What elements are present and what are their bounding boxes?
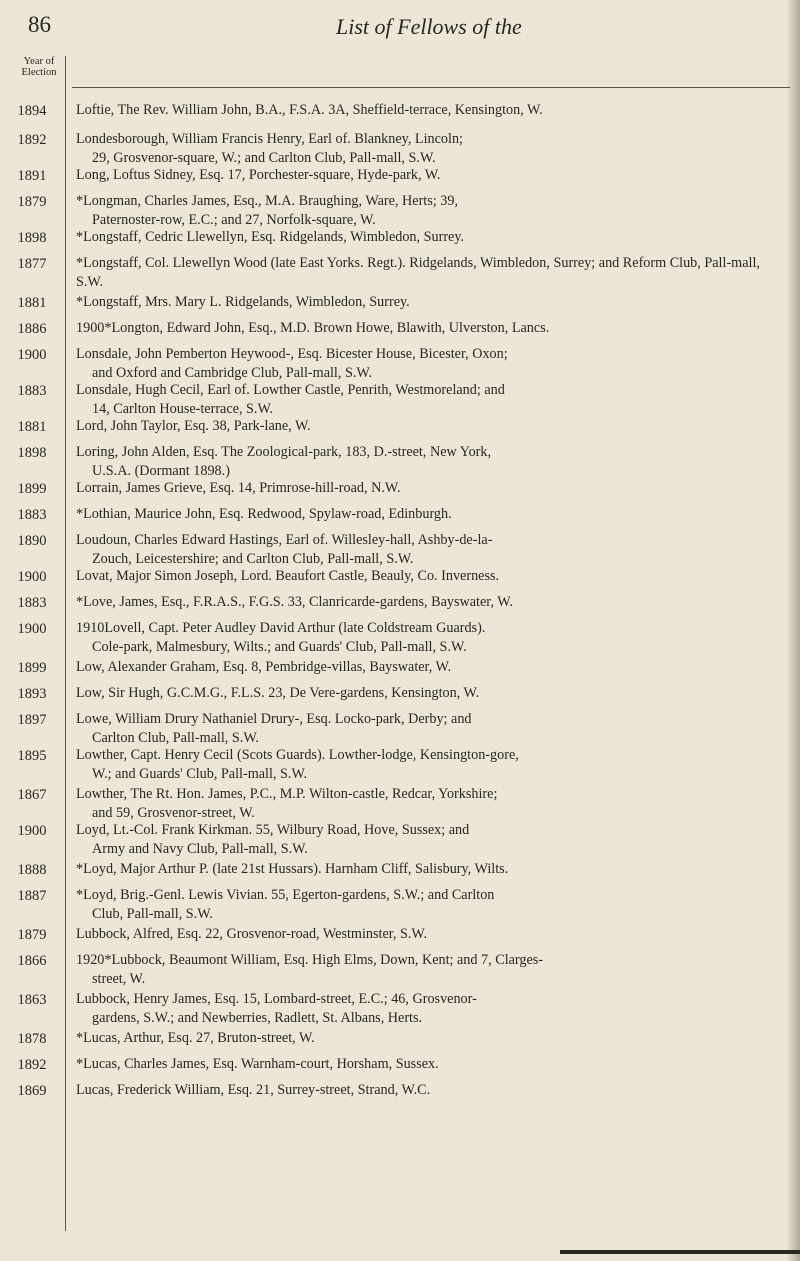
fellow-entry	[76, 319, 790, 338]
entry-line: *Longstaff, Col. Llewellyn Wood (late East Yorks. Regt.). Ridgelands, Wimbledon, Surrey; and Reform Club, Pall-mall, S.W.	[76, 255, 760, 290]
page-edge-shadow	[786, 0, 800, 1261]
entry-line: Lucas, Frederick William, Esq. 21, Surrey-street, Strand, W.C.	[76, 1082, 431, 1098]
entry-line: *Longstaff, Mrs. Mary L. Ridgelands, Wimbledon, Surrey.	[76, 294, 410, 310]
entry-line: *Longman, Charles James, Esq., M.A. Braughing, Ware, Herts; 39,	[76, 193, 458, 209]
fellow-entry	[76, 951, 790, 989]
entry-line: Lowther, Capt. Henry Cecil (Scots Guards). Lowther-lodge, Kensington-gore,	[76, 747, 519, 763]
entry-continuation: U.S.A. (Dormant 1898.)	[92, 463, 230, 479]
running-title: List of Fellows of the	[336, 14, 522, 39]
entry-line: Loring, John Alden, Esq. The Zoological-park, 183, D.-street, New York,	[76, 444, 492, 460]
election-year: 1898	[17, 230, 47, 246]
entry-line: *Lucas, Arthur, Esq. 27, Bruton-street, W.	[76, 1030, 315, 1046]
fellow-entry	[76, 505, 790, 524]
election-year: 1899	[17, 660, 47, 676]
election-year: 1887	[17, 888, 47, 904]
year-column-heading: Year of Election	[21, 56, 57, 78]
election-year: 1891	[17, 168, 47, 184]
election-year: 1895	[17, 748, 47, 764]
election-year: 1886	[17, 321, 47, 337]
entry-line: Low, Sir Hugh, G.C.M.G., F.L.S. 23, De Vere-gardens, Kensington, W.	[76, 685, 480, 701]
fellow-entry	[76, 684, 790, 703]
entry-continuation: Carlton Club, Pall-mall, S.W.	[92, 730, 259, 746]
entry-continuation: 29, Grosvenor-square, W.; and Carlton Club, Pall-mall, S.W.	[92, 150, 436, 166]
fellow-entry	[76, 479, 790, 498]
fellow-entry	[76, 821, 790, 859]
election-year: 1897	[17, 712, 47, 728]
entry-line: *Longstaff, Cedric Llewellyn, Esq. Ridgelands, Wimbledon, Surrey.	[76, 229, 465, 245]
election-year: 1883	[17, 507, 47, 523]
entry-line: Lowther, The Rt. Hon. James, P.C., M.P. Wilton-castle, Redcar, Yorkshire;	[76, 786, 498, 802]
entry-continuation: Club, Pall-mall, S.W.	[92, 906, 213, 922]
election-year: 1888	[17, 862, 47, 878]
entry-line: 1900*Longton, Edward John, Esq., M.D. Brown Howe, Blawith, Ulverston, Lancs.	[76, 320, 550, 336]
fellow-entry	[76, 886, 790, 924]
election-year: 1892	[17, 1057, 47, 1073]
entry-line: *Lothian, Maurice John, Esq. Redwood, Spylaw-road, Edinburgh.	[76, 506, 452, 522]
fellow-entry	[76, 228, 790, 247]
entry-line: Londesborough, William Francis Henry, Earl of. Blankney, Lincoln;	[76, 131, 464, 147]
entry-continuation: Army and Navy Club, Pall-mall, S.W.	[92, 841, 308, 857]
entry-line: *Lucas, Charles James, Esq. Warnham-court, Horsham, Sussex.	[76, 1056, 439, 1072]
entry-continuation: Zouch, Leicestershire; and Carlton Club, Pall-mall, S.W.	[92, 551, 414, 567]
entry-line: *Love, James, Esq., F.R.A.S., F.G.S. 33, Clanricarde-gardens, Bayswater, W.	[76, 594, 513, 610]
entry-line: *Loyd, Brig.-Genl. Lewis Vivian. 55, Egerton-gardens, S.W.; and Carlton	[76, 887, 495, 903]
election-year: 1877	[17, 256, 47, 272]
fellow-entry	[76, 293, 790, 312]
fellow-entry	[76, 746, 790, 784]
fellow-entry	[76, 531, 790, 569]
fellow-entry	[76, 619, 790, 657]
entry-line: Lovat, Major Simon Joseph, Lord. Beaufort Castle, Beauly, Co. Inverness.	[76, 568, 500, 584]
entry-line: *Loyd, Major Arthur P. (late 21st Hussars). Harnham Cliff, Salisbury, Wilts.	[76, 861, 509, 877]
entry-continuation: street, W.	[92, 971, 146, 987]
election-year: 1900	[17, 347, 47, 363]
entry-line: Lowe, William Drury Nathaniel Drury-, Esq. Locko-park, Derby; and	[76, 711, 472, 727]
fellow-entry	[76, 381, 790, 419]
fellow-entry	[76, 254, 790, 292]
election-year: 1900	[17, 823, 47, 839]
election-year: 1879	[17, 194, 47, 210]
fellow-entry	[76, 1029, 790, 1048]
election-year: 1863	[17, 992, 47, 1008]
fellow-entry	[76, 710, 790, 748]
entry-line: Lubbock, Henry James, Esq. 15, Lombard-street, E.C.; 46, Grosvenor-	[76, 991, 477, 1007]
fellow-entry	[76, 101, 790, 120]
fellow-entry	[76, 417, 790, 436]
fellow-entry	[76, 860, 790, 879]
fellow-entry	[76, 1081, 790, 1100]
election-year: 1894	[17, 103, 47, 119]
entry-line: Low, Alexander Graham, Esq. 8, Pembridge-villas, Bayswater, W.	[76, 659, 452, 675]
election-year: 1900	[17, 569, 47, 585]
entry-continuation: gardens, S.W.; and Newberries, Radlett, St. Albans, Herts.	[92, 1010, 423, 1026]
fellow-entry	[76, 925, 790, 944]
fellow-entry	[76, 443, 790, 481]
election-year: 1890	[17, 533, 47, 549]
election-year: 1883	[17, 383, 47, 399]
entry-continuation: W.; and Guards' Club, Pall-mall, S.W.	[92, 766, 308, 782]
election-year: 1869	[17, 1083, 47, 1099]
entry-line: Loyd, Lt.-Col. Frank Kirkman. 55, Wilbury Road, Hove, Sussex; and	[76, 822, 470, 838]
election-year: 1879	[17, 927, 47, 943]
fellow-entry	[76, 345, 790, 383]
entry-line: Lord, John Taylor, Esq. 38, Park-lane, W.	[76, 418, 311, 434]
election-year: 1900	[17, 621, 47, 637]
entry-line: Lorrain, James Grieve, Esq. 14, Primrose-hill-road, N.W.	[76, 480, 401, 496]
entry-continuation: Cole-park, Malmesbury, Wilts.; and Guards' Club, Pall-mall, S.W.	[92, 639, 467, 655]
page-bottom-mark	[560, 1250, 800, 1254]
election-year: 1899	[17, 481, 47, 497]
entry-line: Long, Loftus Sidney, Esq. 17, Porchester-square, Hyde-park, W.	[76, 167, 441, 183]
entry-line: Lonsdale, Hugh Cecil, Earl of. Lowther Castle, Penrith, Westmoreland; and	[76, 382, 505, 398]
election-year: 1898	[17, 445, 47, 461]
fellow-entry	[76, 130, 790, 168]
election-year: 1881	[17, 295, 47, 311]
entry-continuation: and 59, Grosvenor-street, W.	[92, 805, 255, 821]
entry-line: Loudoun, Charles Edward Hastings, Earl of. Willesley-hall, Ashby-de-la-	[76, 532, 493, 548]
entry-continuation: 14, Carlton House-terrace, S.W.	[92, 401, 274, 417]
column-divider	[65, 56, 66, 1231]
fellow-entry	[76, 567, 790, 586]
fellow-entry	[76, 1055, 790, 1074]
fellow-entry	[76, 990, 790, 1028]
entry-line: Lonsdale, John Pemberton Heywood-, Esq. Bicester House, Bicester, Oxon;	[76, 346, 508, 362]
election-year: 1892	[17, 132, 47, 148]
entry-continuation: Paternoster-row, E.C.; and 27, Norfolk-square, W.	[92, 212, 376, 228]
header-rule	[72, 87, 790, 88]
election-year: 1867	[17, 787, 47, 803]
fellow-entry	[76, 166, 790, 185]
election-year: 1881	[17, 419, 47, 435]
entry-line: 1920*Lubbock, Beaumont William, Esq. High Elms, Down, Kent; and 7, Clarges-	[76, 952, 544, 968]
fellow-entry	[76, 658, 790, 677]
election-year: 1893	[17, 686, 47, 702]
election-year: 1878	[17, 1031, 47, 1047]
election-year: 1883	[17, 595, 47, 611]
election-year: 1866	[17, 953, 47, 969]
entry-continuation: and Oxford and Cambridge Club, Pall-mall, S.W.	[92, 365, 373, 381]
fellow-entry	[76, 593, 790, 612]
entry-line: Lubbock, Alfred, Esq. 22, Grosvenor-road, Westminster, S.W.	[76, 926, 428, 942]
entry-line: Loftie, The Rev. William John, B.A., F.S.A. 3A, Sheffield-terrace, Kensington, W.	[76, 102, 543, 118]
fellow-entry	[76, 192, 790, 230]
entry-line: 1910Lovell, Capt. Peter Audley David Arthur (late Coldstream Guards).	[76, 620, 486, 636]
page-number: 86	[28, 12, 51, 37]
fellow-entry	[76, 785, 790, 823]
